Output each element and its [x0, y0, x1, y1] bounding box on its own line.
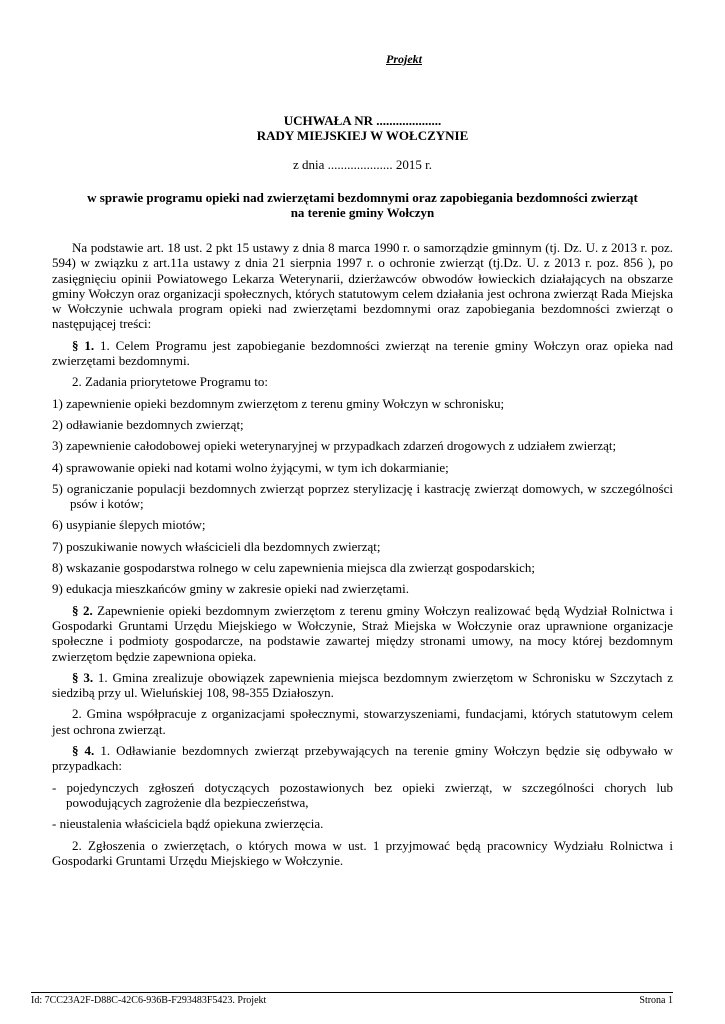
par2	[52, 603, 673, 664]
par3-point1	[52, 670, 673, 701]
resolution-date: z dnia .................... 2015 r.	[292, 157, 432, 172]
list-item: 4) sprawowanie opieki nad kotami wolno żyjącymi, w tym ich dokarmianie;	[52, 459, 449, 475]
list-item: 2) odławianie bezdomnych zwierząt;	[52, 416, 244, 432]
list-item: 6) usypianie ślepych miotów;	[52, 517, 206, 533]
projekt-label: Projekt	[386, 52, 422, 66]
par4-point1	[52, 743, 673, 774]
list-item: 5) ograniczanie populacji bezdomnych zwierząt poprzez sterylizację i kastrację zwierząt domowych, w szczególności psów i kotów;	[52, 480, 673, 512]
par3-mark: § 3.	[72, 669, 94, 685]
par4-point2: 2. Zgłoszenia o zwierzętach, o których mowa w ust. 1 przyjmować będą pracownicy Wydziału Rolnictwa i Gospodarki Gruntami Urzędu Miejskiego w Wołczynie.	[52, 837, 673, 868]
par4-text: 1. Odławianie bezdomnych zwierząt przebywających na terenie gminy Wołczyn będzie się odbywało w przypadkach:	[52, 743, 673, 774]
list-item: 1) zapewnienie opieki bezdomnym zwierzętom z terenu gminy Wołczyn w schronisku;	[52, 395, 505, 411]
list-item: 3) zapewnienie całodobowej opieki weterynaryjnej w przypadkach zdarzeń drogowych z udziałem zwierząt;	[52, 438, 617, 454]
title-line-2: RADY MIEJSKIEJ W WOŁCZYNIE	[256, 128, 469, 143]
list-item: 9) edukacja mieszkańców gminy w zakresie opieki nad zwierzętami.	[52, 581, 409, 597]
par2-text: Zapewnienie opieki bezdomnym zwierzętom z terenu gminy Wołczyn realizować będą Wydział Rolnictwa i Gospodarki Gruntami Urzędu Miejskiego w Wołczynie, Straż Miejska w Wołczynie oraz uprawnione organizacje społeczne i podmioty gospodarcze, na podstawie zawartej między stronami umowy, na mocy której bezdomnym zwierzętom będzie zapewniona opieka.	[52, 602, 674, 664]
page-number: Strona 1	[639, 995, 673, 1006]
par1-point1	[52, 338, 673, 369]
resolution-subject	[0, 190, 725, 220]
dash-item: - nieustalenia właściciela bądź opiekuna zwierzęcia.	[52, 816, 324, 832]
par2-mark: § 2.	[72, 602, 93, 618]
par1-point2: 2. Zadania priorytetowe Programu to:	[72, 374, 269, 390]
dash-item: - pojedynczych zgłoszeń dotyczących pozostawionych bez opieki zwierząt, w szczególności chorych lub powodujących zagrożenie dla bezpieczeństwa,	[52, 779, 673, 810]
footer-divider	[31, 992, 673, 993]
document-body	[52, 240, 673, 868]
priority-task-list	[52, 396, 673, 597]
par3-text: 1. Gmina zrealizuje obowiązek zapewnienia miejsca bezdomnym zwierzętom w Schronisku w Szczytach z siedzibą przy ul. Wieluńskiej 108, 98-355 Działoszyn.	[52, 669, 673, 701]
title-line-1: UCHWAŁA NR ....................	[283, 113, 442, 128]
par3-point2: 2. Gmina współpracuje z organizacjami społecznymi, stowarzyszeniami, fundacjami, których statutowym celem jest ochrona zwierząt.	[52, 706, 673, 737]
par1-mark: § 1.	[72, 337, 95, 353]
list-item: 7) poszukiwanie nowych właścicieli dla bezdomnych zwierząt;	[52, 538, 381, 554]
resolution-title	[0, 113, 725, 143]
list-item: 8) wskazanie gospodarstwa rolnego w celu zapewnienia miejsca dla zwierząt gospodarskich;	[52, 560, 535, 576]
par1-text: 1. Celem Programu jest zapobieganie bezdomności zwierząt na terenie gminy Wołczyn oraz opieka nad zwierzętami bezdomnymi.	[52, 337, 673, 369]
preamble: Na podstawie art. 18 ust. 2 pkt 15 ustawy z dnia 8 marca 1990 r. o samorządzie gminnym (tj. Dz. U. z 2013 r. poz. 594) w związku z art.11a ustawy z dnia 21 sierpnia 1997 r. o ochronie zwierząt (tj.Dz. U. z 2013 r. poz. 856 ), po zasięgnięciu opinii Powiatowego Lekarza Weterynarii, dzierżawców obwodów łowieckich działających na obszarze gminy Wołczyn oraz organizacji społecznych, których statutowym celem działania jest ochrona zwierząt Rada Miejska w Wołczynie uchwala program opieki nad zwierzętami bezdomnymi oraz zapobiegania bezdomności zwierząt o następującej treści:	[52, 240, 673, 332]
par4-mark: § 4.	[72, 743, 95, 759]
subject-line-1: w sprawie programu opieki nad zwierzętami bezdomnymi oraz zapobiegania bezdomności zwierząt	[87, 190, 638, 205]
document-id: Id: 7CC23A2F-D88C-42C6-936B-F293483F5423. Projekt	[31, 995, 267, 1006]
subject-line-2: na terenie gminy Wołczyn	[290, 205, 435, 220]
